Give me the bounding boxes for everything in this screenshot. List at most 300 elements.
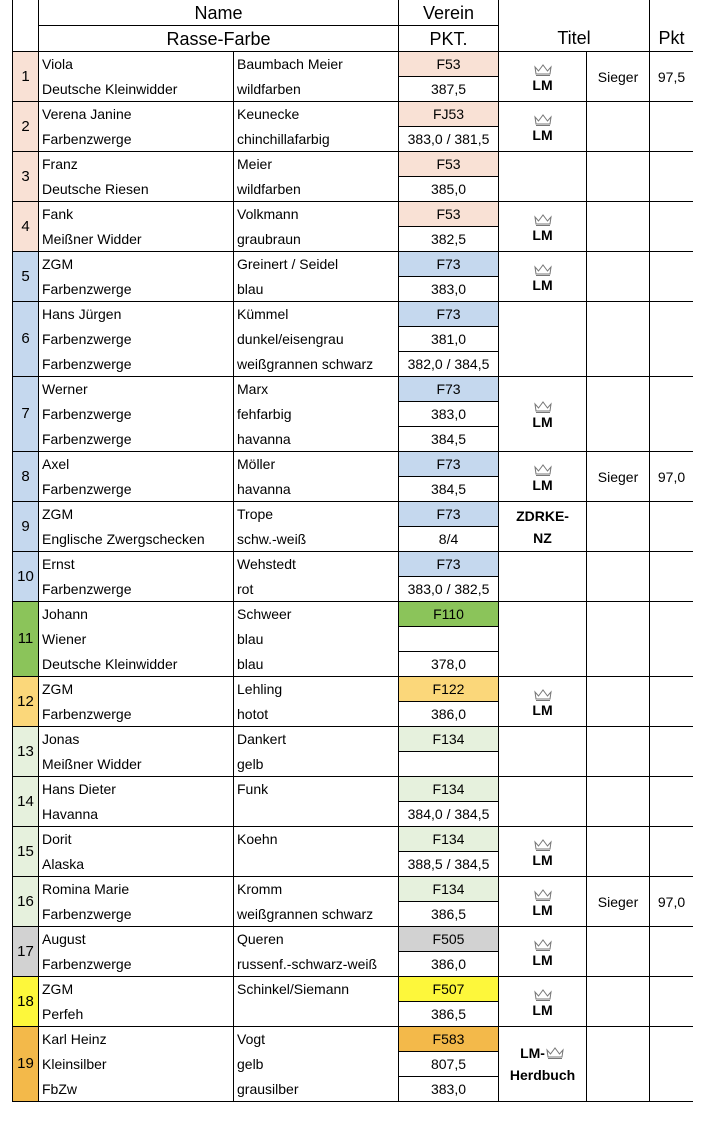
- name-cell: [39, 577, 234, 602]
- verein-pkt-cell: [399, 877, 499, 902]
- verein-pkt-text: 382,5: [430, 231, 467, 247]
- verein-pkt-cell: [399, 802, 499, 827]
- name-cell: [39, 527, 234, 552]
- table-row: [13, 52, 694, 77]
- detail-text: graubraun: [237, 230, 301, 247]
- entry-number: [13, 777, 39, 827]
- verein-pkt-text: 388,5 / 384,5: [407, 856, 490, 872]
- table-row: [13, 727, 694, 752]
- detail-cell: [234, 127, 399, 152]
- name-text: Kleinsilber: [42, 1056, 107, 1072]
- crown-icon: [533, 113, 553, 126]
- verein-pkt-cell: [399, 102, 499, 127]
- detail-text: Volkmann: [237, 206, 299, 223]
- detail-text: Wehstedt: [237, 556, 296, 573]
- sieger-cell: [587, 877, 650, 927]
- detail-text: gelb: [237, 1056, 264, 1072]
- detail-cell: [234, 427, 399, 452]
- header-titel: Titel: [499, 26, 650, 52]
- verein-pkt-cell: [399, 1077, 499, 1102]
- detail-text: blau: [237, 655, 264, 672]
- verein-pkt-text: FJ53: [432, 106, 465, 122]
- table-row: [13, 502, 694, 527]
- verein-pkt-text: 381,0: [430, 331, 467, 347]
- name-cell: [39, 227, 234, 252]
- titel-cell: [499, 102, 587, 152]
- name-text: Perfeh: [42, 1005, 84, 1022]
- titel-text: LM: [532, 701, 553, 718]
- verein-pkt-text: 385,0: [430, 181, 467, 197]
- verein-pkt-cell: [399, 552, 499, 577]
- name-cell: [39, 1052, 234, 1077]
- detail-text: Marx: [237, 381, 269, 398]
- verein-pkt-text: 384,5: [430, 481, 467, 497]
- name-text: Hans Jürgen: [42, 306, 122, 323]
- table-row: [13, 602, 694, 627]
- name-cell: [39, 502, 234, 527]
- detail-text: Keunecke: [237, 106, 300, 123]
- name-cell: [39, 52, 234, 77]
- titel-line-1: ZDRKE-: [516, 507, 569, 524]
- name-text: Deutsche Riesen: [42, 180, 149, 197]
- verein-pkt-cell: [399, 902, 499, 927]
- detail-cell: [234, 1002, 399, 1027]
- titel-cell: [499, 552, 587, 602]
- sieger-cell: [587, 1027, 650, 1102]
- detail-cell: [234, 727, 399, 752]
- pkt-text: 97,0: [657, 893, 686, 910]
- name-text: Franz: [42, 156, 78, 173]
- detail-text: Kromm: [237, 881, 283, 898]
- titel-cell: [499, 252, 587, 302]
- detail-text: Baumbach Meier: [237, 56, 343, 73]
- name-cell: [39, 902, 234, 927]
- detail-text: blau: [237, 631, 264, 647]
- crown-icon: [533, 263, 553, 276]
- sieger-cell: [587, 777, 650, 827]
- name-text: Jonas: [42, 731, 80, 748]
- name-cell: [39, 452, 234, 477]
- name-cell: [39, 927, 234, 952]
- verein-pkt-cell: [399, 152, 499, 177]
- titel-cell: [499, 202, 587, 252]
- detail-cell: [234, 752, 399, 777]
- detail-text: Lehling: [237, 681, 283, 698]
- detail-text: Schinkel/Siemann: [237, 981, 350, 998]
- header-name: Name: [39, 0, 399, 26]
- sieger-cell: [587, 827, 650, 877]
- pkt-cell: [650, 502, 693, 552]
- detail-cell: [234, 977, 399, 1002]
- verein-pkt-cell: [399, 577, 499, 602]
- sieger-cell: [587, 152, 650, 202]
- verein-pkt-cell: [399, 202, 499, 227]
- header-pkt: PKT.: [399, 26, 499, 52]
- verein-pkt-text: F134: [432, 831, 465, 847]
- verein-pkt-cell: [399, 277, 499, 302]
- table-row: [13, 927, 694, 952]
- verein-pkt-text: 383,0: [430, 281, 467, 297]
- entry-number-text: 12: [17, 692, 34, 710]
- pkt-cell: [650, 1027, 693, 1102]
- detail-text: weißgrannen schwarz: [237, 905, 374, 922]
- verein-pkt-cell: [399, 477, 499, 502]
- name-cell: [39, 702, 234, 727]
- name-text: Viola: [42, 56, 73, 73]
- verein-pkt-cell: [399, 927, 499, 952]
- name-text: Romina Marie: [42, 881, 130, 898]
- detail-cell: [234, 552, 399, 577]
- verein-pkt-cell: [399, 177, 499, 202]
- name-cell: [39, 652, 234, 677]
- detail-cell: [234, 877, 399, 902]
- entry-number: [13, 452, 39, 502]
- table-row: [13, 1027, 694, 1052]
- sieger-cell: [587, 502, 650, 552]
- verein-pkt-text: 386,0: [430, 706, 467, 722]
- titel-cell: [499, 1027, 587, 1102]
- verein-pkt-text: 386,0: [430, 956, 467, 972]
- verein-pkt-text: 384,5: [430, 431, 467, 447]
- titel-cell: [499, 977, 587, 1027]
- detail-text: hotot: [237, 705, 269, 722]
- name-text: Johann: [42, 606, 88, 623]
- detail-text: Schweer: [237, 606, 292, 623]
- name-text: ZGM: [42, 506, 74, 523]
- titel-line-2: Herdbuch: [509, 1067, 576, 1083]
- titel-cell: [499, 777, 587, 827]
- name-cell: [39, 202, 234, 227]
- detail-cell: [234, 202, 399, 227]
- entry-number-text: 14: [17, 792, 34, 810]
- detail-cell: [234, 1077, 399, 1102]
- verein-pkt-cell: [399, 502, 499, 527]
- titel-text: LM: [532, 1001, 553, 1018]
- titel-text: LM: [532, 226, 553, 243]
- header-row-1: [13, 0, 694, 26]
- detail-cell: [234, 602, 399, 627]
- table-row: [13, 377, 694, 402]
- sieger-cell: [587, 202, 650, 252]
- entry-number: [13, 202, 39, 252]
- detail-cell: [234, 477, 399, 502]
- sieger-cell: [587, 452, 650, 502]
- name-text: Farbenzwerge: [42, 705, 132, 722]
- pkt-cell: [650, 677, 693, 727]
- entry-number: [13, 102, 39, 152]
- pkt-cell: [650, 202, 693, 252]
- sieger-text: Sieger: [597, 893, 639, 910]
- detail-cell: [234, 327, 399, 352]
- verein-pkt-cell: [399, 827, 499, 852]
- titel-text: LM: [532, 901, 553, 918]
- entry-number-text: 13: [17, 742, 34, 760]
- verein-pkt-cell: [399, 227, 499, 252]
- name-cell: [39, 627, 234, 652]
- detail-text: havanna: [237, 430, 291, 447]
- entry-number: [13, 827, 39, 877]
- entry-number: [13, 1027, 39, 1102]
- table-row: [13, 977, 694, 1002]
- entry-number-text: 19: [17, 1055, 34, 1072]
- name-cell: [39, 802, 234, 827]
- name-cell: [39, 427, 234, 452]
- name-text: Farbenzwerge: [42, 280, 132, 297]
- detail-cell: [234, 227, 399, 252]
- verein-pkt-cell: [399, 677, 499, 702]
- name-cell: [39, 727, 234, 752]
- titel-line-2: NZ: [533, 529, 552, 546]
- pkt-cell: [650, 302, 693, 377]
- name-text: Fank: [42, 206, 74, 223]
- pkt-text: 97,5: [657, 68, 686, 85]
- entry-number-text: 3: [21, 167, 30, 185]
- name-cell: [39, 477, 234, 502]
- verein-pkt-text: F134: [432, 781, 465, 797]
- entry-number-text: 4: [21, 217, 30, 235]
- verein-pkt-cell: [399, 127, 499, 152]
- pkt-cell: [650, 977, 693, 1027]
- detail-cell: [234, 277, 399, 302]
- detail-text: Koehn: [237, 831, 278, 848]
- detail-text: Vogt: [237, 1031, 266, 1048]
- detail-cell: [234, 177, 399, 202]
- detail-text: schw.-weiß: [237, 530, 307, 547]
- titel-cell: [499, 452, 587, 502]
- verein-pkt-text: 383,0: [430, 406, 467, 422]
- detail-cell: [234, 402, 399, 427]
- verein-pkt-cell: [399, 777, 499, 802]
- pkt-cell: [650, 252, 693, 302]
- name-text: Havanna: [42, 805, 99, 822]
- results-table: [12, 0, 693, 1102]
- table-row: [13, 877, 694, 902]
- detail-cell: [234, 377, 399, 402]
- name-text: ZGM: [42, 256, 74, 273]
- entry-number: [13, 602, 39, 677]
- name-text: ZGM: [42, 981, 74, 998]
- name-text: Werner: [42, 381, 88, 398]
- verein-pkt-cell: [399, 627, 499, 652]
- detail-cell: [234, 452, 399, 477]
- detail-text: grausilber: [237, 1080, 299, 1097]
- name-text: Farbenzwerge: [42, 955, 132, 972]
- detail-text: weißgrannen schwarz: [237, 355, 374, 372]
- crown-icon: [533, 888, 553, 901]
- name-cell: [39, 102, 234, 127]
- name-text: Karl Heinz: [42, 1031, 107, 1048]
- entry-number-text: 8: [21, 467, 30, 485]
- entry-number: [13, 502, 39, 552]
- detail-cell: [234, 802, 399, 827]
- verein-pkt-cell: [399, 852, 499, 877]
- detail-text: wildfarben: [237, 80, 301, 97]
- sieger-cell: [587, 52, 650, 102]
- name-text: Dorit: [42, 831, 72, 848]
- verein-pkt-text: F583: [432, 1031, 465, 1047]
- titel-cell: [499, 52, 587, 102]
- verein-pkt-cell: [399, 1002, 499, 1027]
- detail-cell: [234, 102, 399, 127]
- name-text: ZGM: [42, 681, 74, 698]
- verein-pkt-cell: [399, 427, 499, 452]
- verein-pkt-cell: [399, 77, 499, 102]
- detail-cell: [234, 777, 399, 802]
- verein-pkt-text: F122: [432, 681, 465, 697]
- verein-pkt-text: F73: [436, 381, 461, 397]
- detail-cell: [234, 352, 399, 377]
- titel-text: LM: [532, 276, 553, 293]
- pkt-cell: [650, 602, 693, 677]
- verein-pkt-cell: [399, 1027, 499, 1052]
- name-text: Wiener: [42, 631, 87, 647]
- name-cell: [39, 127, 234, 152]
- entry-number: [13, 927, 39, 977]
- verein-pkt-cell: [399, 727, 499, 752]
- pkt-cell: [650, 552, 693, 602]
- name-text: Axel: [42, 456, 70, 473]
- detail-cell: [234, 652, 399, 677]
- detail-text: havanna: [237, 480, 291, 497]
- verein-pkt-cell: [399, 702, 499, 727]
- table-row: [13, 152, 694, 177]
- verein-pkt-text: 378,0: [430, 656, 467, 672]
- table-row: [13, 302, 694, 327]
- name-text: Farbenzwerge: [42, 905, 132, 922]
- verein-pkt-cell: [399, 252, 499, 277]
- verein-pkt-cell: [399, 652, 499, 677]
- titel-text: LM: [532, 76, 553, 93]
- titel-cell: [499, 502, 587, 552]
- name-cell: [39, 1077, 234, 1102]
- name-text: Verena Janine: [42, 106, 132, 123]
- detail-cell: [234, 702, 399, 727]
- table-row: [13, 677, 694, 702]
- entry-number-text: 16: [17, 892, 34, 910]
- detail-text: Funk: [237, 781, 269, 798]
- detail-text: Dankert: [237, 731, 287, 748]
- detail-cell: [234, 852, 399, 877]
- verein-pkt-cell: [399, 352, 499, 377]
- sieger-cell: [587, 927, 650, 977]
- name-cell: [39, 177, 234, 202]
- detail-text: Möller: [237, 456, 276, 473]
- sieger-cell: [587, 102, 650, 152]
- name-text: Hans Dieter: [42, 781, 116, 798]
- verein-pkt-text: 386,5: [430, 1006, 467, 1022]
- name-text: Farbenzwerge: [42, 430, 132, 447]
- verein-pkt-cell: [399, 302, 499, 327]
- verein-pkt-cell: [399, 527, 499, 552]
- pkt-cell: [650, 877, 693, 927]
- name-cell: [39, 852, 234, 877]
- pkt-text: 97,0: [657, 468, 686, 485]
- crown-icon: [533, 938, 553, 951]
- crown-icon: [533, 688, 553, 701]
- entry-number-text: 10: [17, 567, 34, 585]
- name-text: Farbenzwerge: [42, 130, 132, 147]
- name-text: Deutsche Kleinwidder: [42, 655, 178, 672]
- detail-text: wildfarben: [237, 180, 301, 197]
- verein-pkt-cell: [399, 327, 499, 352]
- table-row: [13, 777, 694, 802]
- titel-cell: [499, 727, 587, 777]
- name-cell: [39, 602, 234, 627]
- sieger-cell: [587, 302, 650, 377]
- header-num-cell: [13, 0, 39, 26]
- sieger-cell: [587, 252, 650, 302]
- titel-text: LM: [532, 414, 553, 430]
- verein-pkt-text: F73: [436, 256, 461, 272]
- crown-icon: [545, 1043, 565, 1056]
- name-cell: [39, 752, 234, 777]
- entry-number-text: 15: [17, 842, 34, 860]
- name-cell: [39, 777, 234, 802]
- verein-pkt-text: F505: [432, 931, 465, 947]
- crown-icon: [533, 463, 553, 476]
- name-cell: [39, 252, 234, 277]
- entry-number: [13, 552, 39, 602]
- verein-pkt-text: 383,0 / 382,5: [407, 581, 490, 597]
- table-row: [13, 827, 694, 852]
- name-cell: [39, 827, 234, 852]
- entry-number-text: 9: [21, 517, 30, 535]
- header-titel-top: [499, 0, 650, 26]
- verein-pkt-cell: [399, 402, 499, 427]
- detail-text: russenf.-schwarz-weiß: [237, 955, 378, 972]
- name-text: Farbenzwerge: [42, 331, 132, 347]
- verein-pkt-text: F134: [432, 731, 465, 747]
- verein-pkt-text: 383,0: [430, 1081, 467, 1097]
- titel-line-1: LM-: [499, 1042, 586, 1064]
- detail-cell: [234, 927, 399, 952]
- entry-number-text: 11: [17, 630, 34, 647]
- verein-pkt-text: F73: [436, 506, 461, 522]
- detail-cell: [234, 52, 399, 77]
- verein-pkt-text: 386,5: [430, 906, 467, 922]
- pkt-cell: [650, 52, 693, 102]
- pkt-cell: [650, 102, 693, 152]
- header-rasse-farbe: Rasse-Farbe: [39, 26, 399, 52]
- verein-pkt-cell: [399, 977, 499, 1002]
- titel-text: LM: [532, 951, 553, 968]
- detail-cell: [234, 1027, 399, 1052]
- detail-cell: [234, 252, 399, 277]
- results-table-container: [12, 0, 693, 1102]
- detail-text: fehfarbig: [237, 406, 292, 422]
- entry-number-text: 17: [17, 942, 34, 960]
- name-cell: [39, 327, 234, 352]
- entry-number-text: 18: [17, 992, 34, 1010]
- entry-number-text: 2: [21, 117, 30, 135]
- verein-pkt-text: F73: [436, 556, 461, 572]
- pkt-cell: [650, 827, 693, 877]
- verein-pkt-text: F134: [432, 881, 465, 897]
- sieger-text: Sieger: [597, 468, 639, 485]
- detail-cell: [234, 627, 399, 652]
- sieger-cell: [587, 977, 650, 1027]
- verein-pkt-text: 387,5: [430, 81, 467, 97]
- name-text: Meißner Widder: [42, 755, 142, 772]
- entry-number: [13, 977, 39, 1027]
- name-cell: [39, 1002, 234, 1027]
- table-row: [13, 252, 694, 277]
- verein-pkt-text: F110: [433, 606, 464, 622]
- name-cell: [39, 552, 234, 577]
- detail-cell: [234, 77, 399, 102]
- detail-text: dunkel/eisengrau: [237, 331, 344, 347]
- name-cell: [39, 877, 234, 902]
